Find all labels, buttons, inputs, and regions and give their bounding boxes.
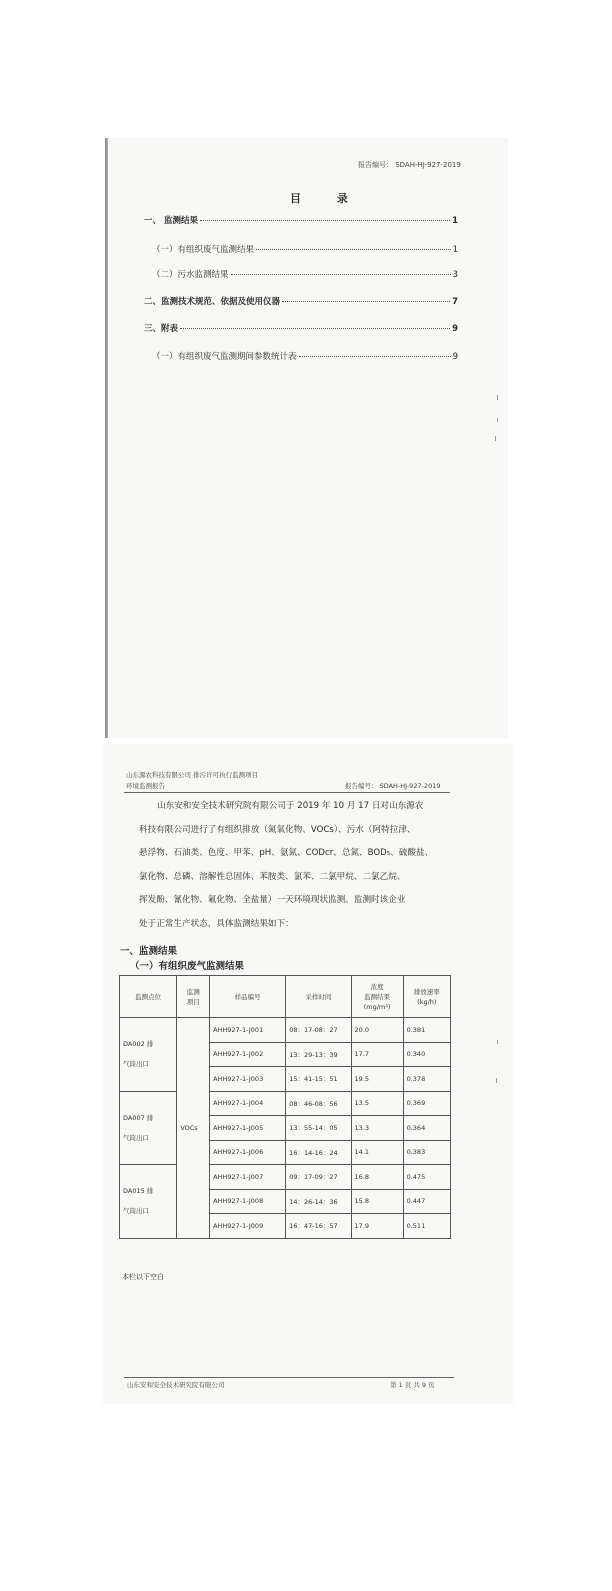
blank-note: 本栏以下空白 bbox=[122, 1273, 164, 1281]
conc-cell: 20.0 bbox=[351, 1018, 403, 1043]
intro-line: 处于正常生产状态，具体监测结果如下： bbox=[139, 918, 294, 929]
pollutant-cell: VOCs bbox=[177, 1018, 210, 1239]
scan-mark bbox=[497, 1040, 498, 1044]
toc-entry bbox=[152, 243, 458, 255]
header-rule bbox=[124, 792, 450, 793]
toc-entry-label: （一）有组织废气监测结果 bbox=[152, 245, 255, 255]
toc-entry-label: 二、监测技术规范、依据及使用仪器 bbox=[144, 297, 281, 307]
column-header-line: 浓度 bbox=[370, 982, 384, 991]
conc-cell: 13.3 bbox=[351, 1116, 403, 1141]
monitoring-point-line: 气筒出口 bbox=[123, 1060, 149, 1069]
monitoring-point-cell bbox=[120, 1091, 177, 1165]
toc-leader-dots bbox=[180, 328, 450, 329]
column-header bbox=[210, 976, 286, 1018]
monitoring-point-line: 气筒出口 bbox=[123, 1207, 149, 1216]
subsection-title: （一）有组织废气监测结果 bbox=[130, 961, 245, 972]
toc-entry-label: 一、 监测结果 bbox=[144, 216, 198, 226]
monitoring-point-cell bbox=[120, 1018, 177, 1092]
conc-cell: 15.8 bbox=[351, 1189, 403, 1214]
table-header-row bbox=[120, 976, 451, 1018]
rate-cell: 0.340 bbox=[403, 1042, 450, 1067]
rate-cell: 0.383 bbox=[403, 1140, 450, 1165]
header-company-project: 山东源农科技有限公司 排污许可执行监测项目 bbox=[126, 771, 259, 779]
conc-cell: 13.5 bbox=[351, 1091, 403, 1116]
toc-entry-page: 7 bbox=[452, 297, 458, 307]
toc-leader-dots bbox=[282, 301, 450, 302]
intro-line: 挥发酚、氰化物、氟化物、全盐量）一天环境现状监测。监测时该企业 bbox=[139, 895, 406, 905]
toc-entry-page: 1 bbox=[452, 245, 458, 255]
time-cell: 14：26-14：36 bbox=[286, 1189, 351, 1214]
page-1 bbox=[108, 138, 508, 738]
scan-mark bbox=[495, 436, 496, 441]
sample-cell: AHH927-1-J006 bbox=[210, 1140, 286, 1165]
conc-cell: 19.5 bbox=[351, 1067, 403, 1092]
rate-cell: 0.378 bbox=[403, 1067, 450, 1092]
toc-entry bbox=[144, 295, 458, 307]
column-header-line: 监测 bbox=[186, 987, 200, 996]
rate-cell: 0.511 bbox=[403, 1214, 450, 1239]
column-header-line: 项目 bbox=[186, 997, 200, 1006]
monitoring-point-line: DA015 排 bbox=[123, 1187, 154, 1196]
scan-mark bbox=[497, 395, 498, 400]
time-cell: 16：14-16：24 bbox=[286, 1140, 351, 1165]
time-cell: 08：17-08：27 bbox=[286, 1018, 351, 1043]
sample-cell: AHH927-1-J001 bbox=[210, 1018, 286, 1043]
toc-leader-dots bbox=[200, 220, 450, 221]
toc-entry-label: （二）污水监测结果 bbox=[152, 270, 229, 280]
toc-entry-label: 三、附表 bbox=[144, 324, 179, 334]
intro-line: 悬浮物、石油类、色度、甲苯、pH、氨氮、CODcr、总氮、BOD₅、硫酸盐、 bbox=[139, 848, 434, 858]
conc-cell: 17.9 bbox=[351, 1214, 403, 1239]
conc-cell: 16.8 bbox=[351, 1165, 403, 1190]
table-row bbox=[120, 1018, 451, 1043]
column-header-line: 监测结果 bbox=[364, 992, 391, 1001]
section-title: 一、监测结果 bbox=[120, 946, 178, 957]
toc-entry bbox=[152, 268, 458, 280]
report-number-p2: 报告编号： SDAH-HJ-927-2019 bbox=[345, 782, 441, 790]
monitoring-point-cell bbox=[120, 1165, 177, 1239]
toc-entry bbox=[152, 350, 458, 362]
toc-leader-dots bbox=[231, 274, 451, 275]
results-table bbox=[119, 975, 451, 1239]
toc-entry-page: 1 bbox=[452, 216, 458, 226]
conc-cell: 14.1 bbox=[351, 1140, 403, 1165]
toc-entry bbox=[144, 322, 458, 334]
sample-cell: AHH927-1-J009 bbox=[210, 1214, 286, 1239]
toc-leader-dots bbox=[299, 356, 451, 357]
monitoring-point-line: DA002 排 bbox=[123, 1040, 154, 1049]
intro-line: 科技有限公司进行了有组织排放（氮氧化物、VOCs）、污水（阿特拉津、 bbox=[139, 824, 416, 835]
rate-cell: 0.381 bbox=[403, 1018, 450, 1043]
time-cell: 08：46-08：56 bbox=[286, 1091, 351, 1116]
sample-cell: AHH927-1-J003 bbox=[210, 1067, 286, 1092]
column-header-line: 采样时间 bbox=[305, 992, 332, 1001]
toc-title: 目 录 bbox=[290, 192, 364, 205]
intro-line: 氯化物、总磷、溶解性总固体、苯胺类、氯苯、二氯甲烷、二氯乙烷、 bbox=[139, 871, 406, 882]
column-header bbox=[286, 976, 351, 1018]
column-header bbox=[351, 976, 403, 1018]
table-row bbox=[120, 1165, 451, 1190]
report-number-p1: 报告编号： SDAH-HJ-927-2019 bbox=[358, 161, 461, 169]
toc-leader-dots bbox=[256, 249, 451, 250]
time-cell: 16：47-16：57 bbox=[286, 1214, 351, 1239]
intro-line: 山东安和安全技术研究院有限公司于 2019 年 10 月 17 日对山东源农 bbox=[157, 801, 424, 811]
scan-mark bbox=[496, 1078, 497, 1083]
header-report-type: 环境监测报告 bbox=[126, 782, 165, 790]
sample-cell: AHH927-1-J008 bbox=[210, 1189, 286, 1214]
column-header-line: (kg/h) bbox=[417, 997, 437, 1006]
toc-entry-page: 9 bbox=[452, 324, 458, 334]
time-cell: 13：29-13：39 bbox=[286, 1042, 351, 1067]
column-header bbox=[403, 976, 450, 1018]
sample-cell: AHH927-1-J007 bbox=[210, 1165, 286, 1190]
toc-entry-page: 9 bbox=[452, 352, 458, 362]
column-header-line: 样品编号 bbox=[234, 992, 261, 1001]
toc-entry bbox=[144, 214, 458, 226]
footer-rule bbox=[124, 1377, 454, 1378]
column-header-line: 监测点位 bbox=[135, 992, 162, 1001]
rate-cell: 0.475 bbox=[403, 1165, 450, 1190]
toc-entry-page: 3 bbox=[452, 270, 458, 280]
sample-cell: AHH927-1-J005 bbox=[210, 1116, 286, 1141]
sample-cell: AHH927-1-J002 bbox=[210, 1042, 286, 1067]
column-header-line: 排放速率 bbox=[413, 987, 440, 996]
footer-company: 山东安和安全技术研究院有限公司 bbox=[127, 1381, 225, 1389]
toc-entry-label: （一）有组织废气监测期间参数统计表 bbox=[152, 352, 297, 362]
rate-cell: 0.364 bbox=[403, 1116, 450, 1141]
time-cell: 09：17-09：27 bbox=[286, 1165, 351, 1190]
sample-cell: AHH927-1-J004 bbox=[210, 1091, 286, 1116]
rate-cell: 0.369 bbox=[403, 1091, 450, 1116]
scan-mark bbox=[497, 418, 498, 422]
column-header bbox=[177, 976, 210, 1018]
time-cell: 13：55-14：05 bbox=[286, 1116, 351, 1141]
column-header-line: (mg/m³) bbox=[363, 1002, 391, 1011]
column-header bbox=[120, 976, 177, 1018]
rate-cell: 0.447 bbox=[403, 1189, 450, 1214]
conc-cell: 17.7 bbox=[351, 1042, 403, 1067]
monitoring-point-line: DA007 排 bbox=[123, 1113, 154, 1122]
footer-page-number: 第 1 页 共 9 页 bbox=[390, 1381, 435, 1389]
time-cell: 15：41-15：51 bbox=[286, 1067, 351, 1092]
monitoring-point-line: 气筒出口 bbox=[123, 1133, 149, 1142]
table-row bbox=[120, 1091, 451, 1116]
